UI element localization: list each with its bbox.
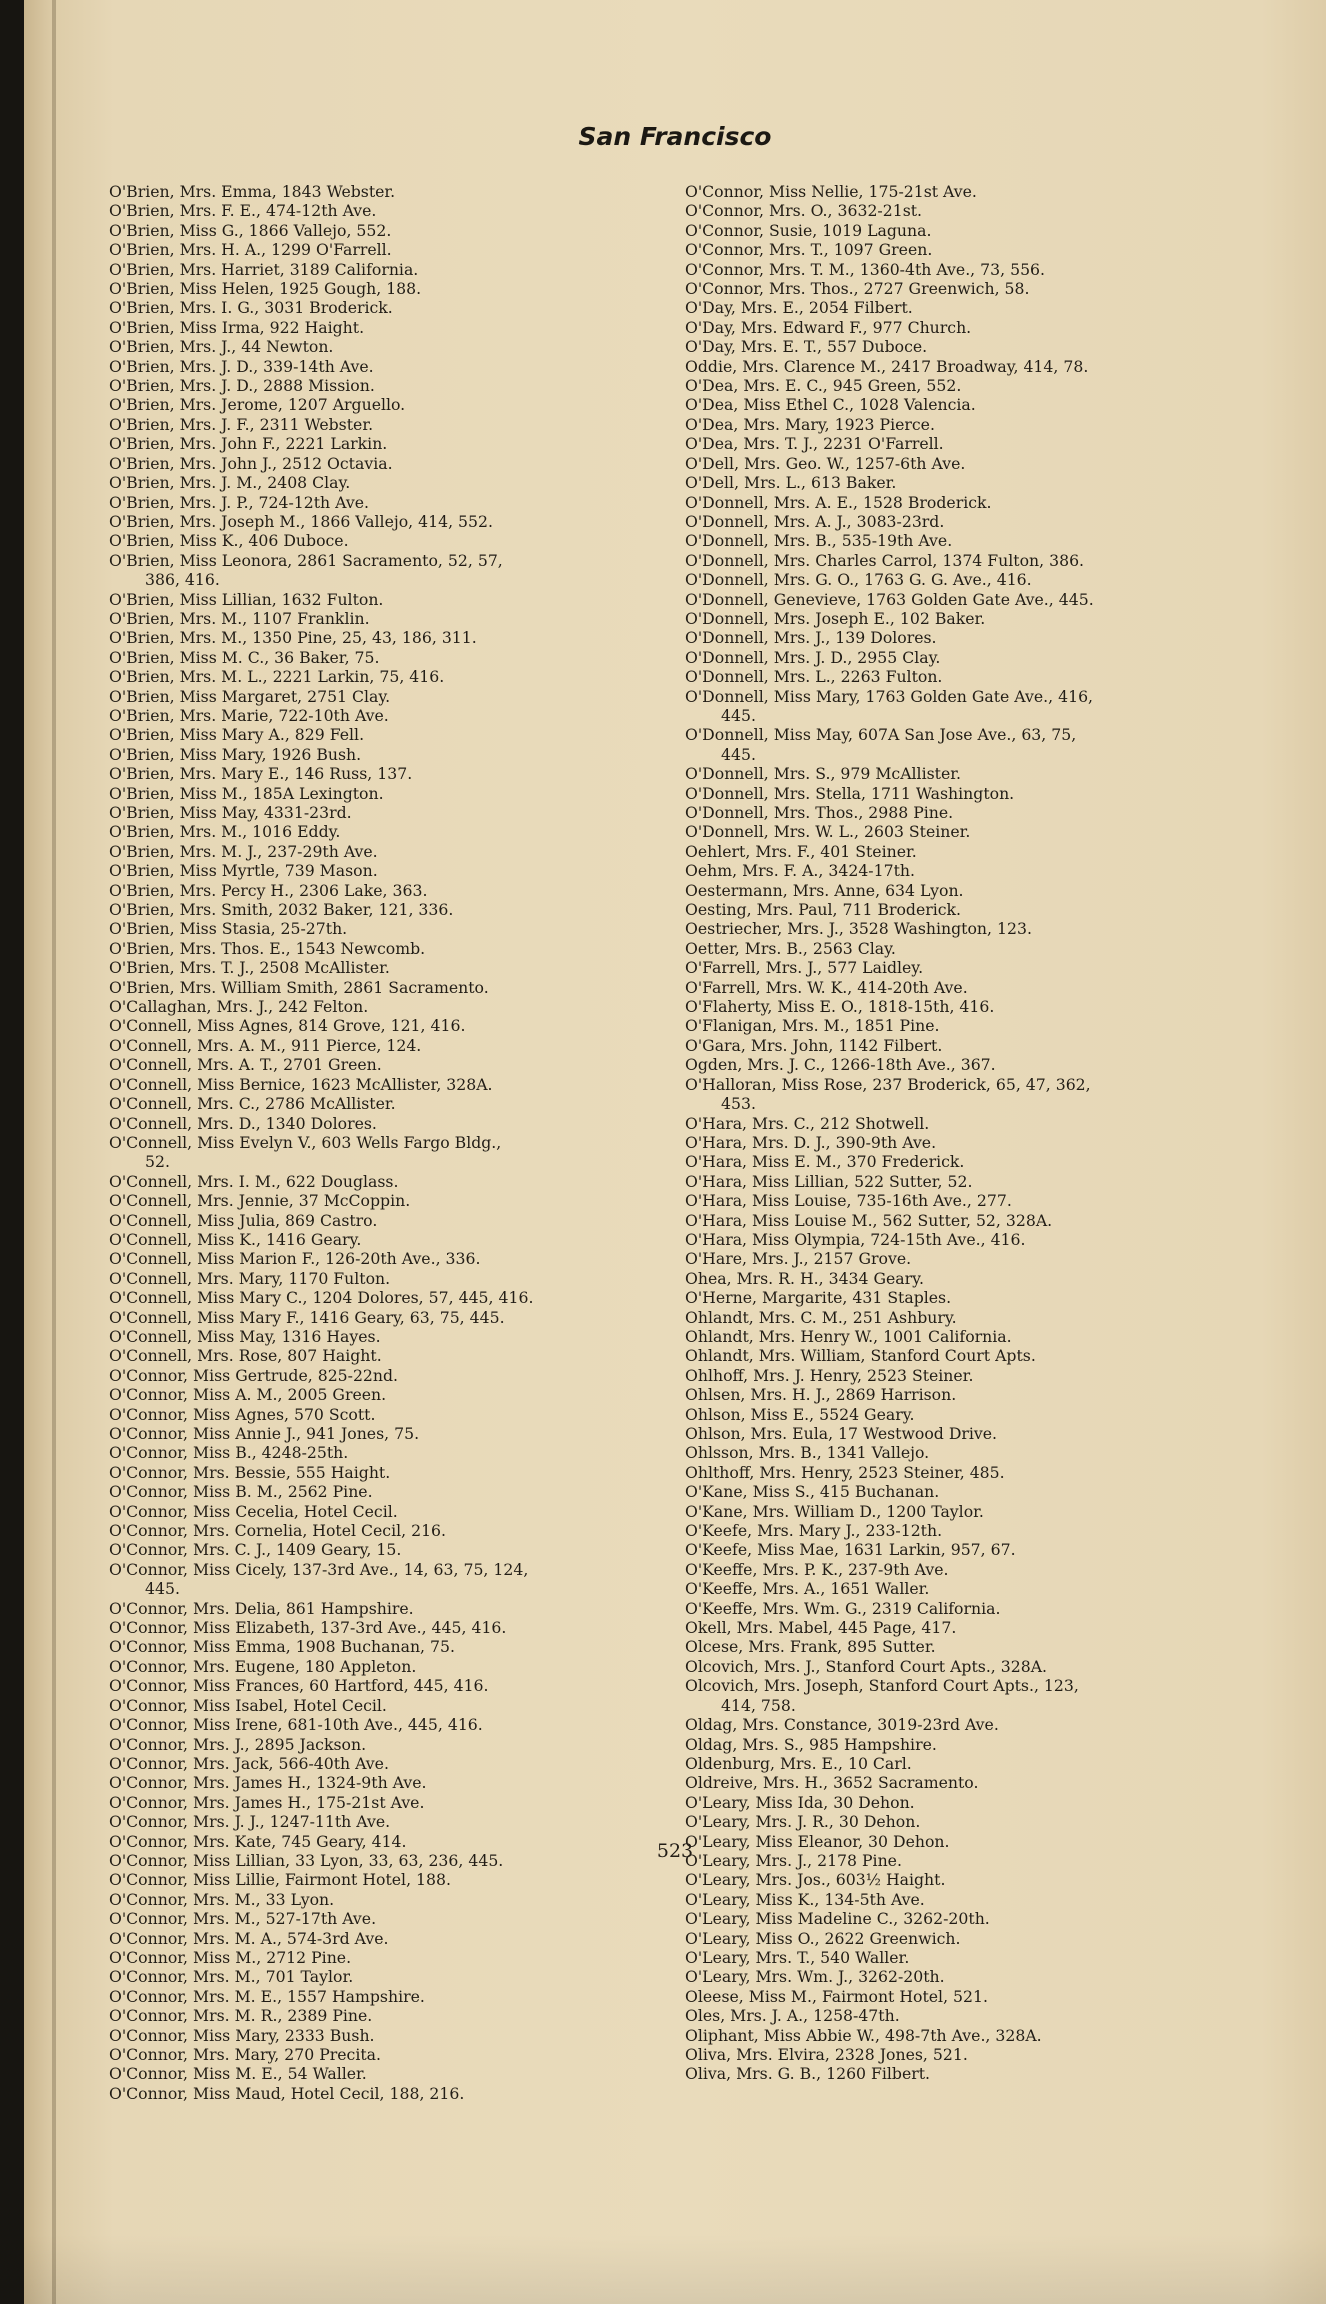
- directory-entry: O'Hara, Miss Olympia, 724-15th Ave., 416.: [685, 1229, 1026, 1249]
- directory-entry: O'Connor, Mrs. O., 3632-21st.: [685, 201, 923, 221]
- directory-entry: O'Connell, Mrs. D., 1340 Dolores.: [109, 1113, 377, 1133]
- directory-entry: O'Connor, Miss Cicely, 137-3rd Ave., 14, 63, 75, 124,: [109, 1559, 529, 1579]
- directory-entry: O'Brien, Mrs. M., 1107 Franklin.: [109, 608, 370, 628]
- directory-entry: Okell, Mrs. Mabel, 445 Page, 417.: [685, 1618, 957, 1638]
- directory-entry: Oestriecher, Mrs. J., 3528 Washington, 123.: [685, 919, 1032, 939]
- directory-entry: Olcovich, Mrs. Joseph, Stanford Court Apts., 123,: [685, 1676, 1079, 1696]
- directory-entry: O'Callaghan, Mrs. J., 242 Felton.: [109, 997, 369, 1017]
- directory-entry: Ohlson, Miss E., 5524 Geary.: [685, 1404, 915, 1424]
- directory-entry: O'Connor, Miss Emma, 1908 Buchanan, 75.: [109, 1637, 455, 1657]
- directory-entry: O'Dea, Miss Ethel C., 1028 Valencia.: [685, 395, 976, 415]
- directory-entry: O'Connor, Mrs. M. A., 574-3rd Ave.: [109, 1928, 389, 1948]
- directory-entry: O'Donnell, Mrs. W. L., 2603 Steiner.: [685, 822, 971, 842]
- directory-entry: O'Connor, Miss M. E., 54 Waller.: [109, 2064, 367, 2084]
- directory-entry: O'Leary, Miss O., 2622 Greenwich.: [685, 1928, 961, 1948]
- directory-entry: O'Day, Mrs. E. T., 557 Duboce.: [685, 337, 928, 357]
- directory-entry: O'Connell, Mrs. C., 2786 McAllister.: [109, 1094, 396, 1114]
- directory-entry: O'Donnell, Genevieve, 1763 Golden Gate Ave., 445.: [685, 589, 1094, 609]
- directory-entry: O'Keefe, Miss Mae, 1631 Larkin, 957, 67.: [685, 1540, 1016, 1560]
- directory-entry: O'Brien, Mrs. T. J., 2508 McAllister.: [109, 958, 390, 978]
- directory-entry: O'Donnell, Mrs. B., 535-19th Ave.: [685, 531, 953, 551]
- directory-entry: O'Connell, Mrs. A. M., 911 Pierce, 124.: [109, 1035, 422, 1055]
- directory-entry: O'Brien, Mrs. J., 44 Newton.: [109, 337, 334, 357]
- directory-entry: O'Connell, Miss Evelyn V., 603 Wells Fargo Bldg.,: [109, 1132, 502, 1152]
- directory-entry: O'Connell, Miss Mary F., 1416 Geary, 63, 75, 445.: [109, 1307, 505, 1327]
- directory-entry: O'Hara, Miss Louise, 735-16th Ave., 277.: [685, 1191, 1012, 1211]
- directory-entry: O'Flanigan, Mrs. M., 1851 Pine.: [685, 1016, 940, 1036]
- directory-entry: O'Donnell, Mrs. L., 2263 Fulton.: [685, 667, 943, 687]
- directory-entry: O'Connor, Mrs. J., 2895 Jackson.: [109, 1734, 367, 1754]
- directory-entry: Oestermann, Mrs. Anne, 634 Lyon.: [685, 880, 964, 900]
- directory-entry: O'Donnell, Mrs. Charles Carrol, 1374 Fulton, 386.: [685, 550, 1085, 570]
- directory-entry: O'Brien, Miss Mary, 1926 Bush.: [109, 744, 362, 764]
- directory-entry: O'Connor, Mrs. C. J., 1409 Geary, 15.: [109, 1540, 402, 1560]
- directory-entry: 386, 416.: [145, 570, 220, 590]
- directory-entry: O'Dea, Mrs. T. J., 2231 O'Farrell.: [685, 434, 944, 454]
- directory-entry: 445.: [721, 705, 756, 725]
- directory-entry: Oldenburg, Mrs. E., 10 Carl.: [685, 1753, 912, 1773]
- directory-entry: O'Brien, Mrs. Emma, 1843 Webster.: [109, 182, 396, 201]
- directory-entry: O'Connell, Miss Marion F., 126-20th Ave., 336.: [109, 1249, 481, 1269]
- directory-entry: O'Brien, Mrs. F. E., 474-12th Ave.: [109, 201, 377, 221]
- directory-page: [24, 0, 1326, 2304]
- directory-entry: O'Brien, Mrs. J. P., 724-12th Ave.: [109, 492, 369, 512]
- directory-entry: 414, 758.: [721, 1695, 796, 1715]
- directory-entry: O'Keefe, Mrs. Mary J., 233-12th.: [685, 1521, 943, 1541]
- directory-entry: Oetter, Mrs. B., 2563 Clay.: [685, 938, 896, 958]
- directory-entry: O'Hare, Mrs. J., 2157 Grove.: [685, 1249, 912, 1269]
- directory-entry: O'Connor, Mrs. M., 527-17th Ave.: [109, 1909, 377, 1929]
- directory-entry: Oles, Mrs. J. A., 1258-47th.: [685, 2006, 900, 2026]
- directory-entry: O'Brien, Mrs. Joseph M., 1866 Vallejo, 414, 552.: [109, 511, 493, 531]
- directory-entry: O'Dell, Mrs. Geo. W., 1257-6th Ave.: [685, 453, 966, 473]
- directory-entry: O'Brien, Mrs. M., 1350 Pine, 25, 43, 186, 311.: [109, 628, 477, 648]
- directory-entry: O'Donnell, Mrs. S., 979 McAllister.: [685, 764, 961, 784]
- directory-entry: O'Connor, Miss B. M., 2562 Pine.: [109, 1482, 373, 1502]
- directory-entry: O'Hara, Mrs. C., 212 Shotwell.: [685, 1113, 930, 1133]
- directory-entry: O'Brien, Mrs. Thos. E., 1543 Newcomb.: [109, 938, 426, 958]
- directory-entry: Oliphant, Miss Abbie W., 498-7th Ave., 328A.: [685, 2025, 1042, 2045]
- directory-entry: Oldag, Mrs. S., 985 Hampshire.: [685, 1734, 937, 1754]
- directory-entry: O'Connor, Miss Mary, 2333 Bush.: [109, 2025, 375, 2045]
- directory-entry: Ohea, Mrs. R. H., 3434 Geary.: [685, 1268, 924, 1288]
- directory-entry: Oliva, Mrs. Elvira, 2328 Jones, 521.: [685, 2045, 968, 2064]
- directory-entry: Oehlert, Mrs. F., 401 Steiner.: [685, 841, 917, 861]
- directory-entry: O'Connell, Miss K., 1416 Geary.: [109, 1229, 362, 1249]
- directory-entry: O'Hara, Mrs. D. J., 390-9th Ave.: [685, 1132, 937, 1152]
- directory-entry: O'Connor, Mrs. Mary, 270 Precita.: [109, 2045, 381, 2064]
- directory-entry: O'Dea, Mrs. Mary, 1923 Pierce.: [685, 414, 935, 434]
- directory-entry: O'Connor, Miss Maud, Hotel Cecil, 188, 216.: [109, 2083, 465, 2103]
- directory-entry: 445.: [721, 744, 756, 764]
- directory-entry: O'Herne, Margarite, 431 Staples.: [685, 1288, 952, 1308]
- directory-entry: O'Connor, Mrs. James H., 1324-9th Ave.: [109, 1773, 427, 1793]
- directory-entry: O'Connor, Mrs. Bessie, 555 Haight.: [109, 1462, 391, 1482]
- directory-entry: O'Connor, Miss Agnes, 570 Scott.: [109, 1404, 376, 1424]
- directory-entry: O'Donnell, Mrs. J., 139 Dolores.: [685, 628, 937, 648]
- directory-entry: O'Donnell, Mrs. A. J., 3083-23rd.: [685, 511, 945, 531]
- directory-entry: O'Brien, Mrs. Marie, 722-10th Ave.: [109, 705, 389, 725]
- directory-entry: O'Leary, Miss K., 134-5th Ave.: [685, 1889, 925, 1909]
- directory-entry: O'Connor, Mrs. Jack, 566-40th Ave.: [109, 1753, 389, 1773]
- directory-entry: O'Brien, Mrs. I. G., 3031 Broderick.: [109, 298, 393, 318]
- directory-entry: O'Halloran, Miss Rose, 237 Broderick, 65, 47, 362,: [685, 1074, 1091, 1094]
- directory-entry: O'Gara, Mrs. John, 1142 Filbert.: [685, 1035, 943, 1055]
- directory-entry: O'Brien, Mrs. J. F., 2311 Webster.: [109, 414, 374, 434]
- directory-entry: O'Connor, Mrs. J. J., 1247-11th Ave.: [109, 1812, 391, 1832]
- directory-entry: O'Hara, Miss Lillian, 522 Sutter, 52.: [685, 1171, 973, 1191]
- directory-entry: O'Leary, Mrs. T., 540 Waller.: [685, 1947, 910, 1967]
- directory-entry: O'Connell, Miss Mary C., 1204 Dolores, 57, 445, 416.: [109, 1288, 534, 1308]
- directory-entry: O'Leary, Miss Eleanor, 30 Dehon.: [685, 1831, 950, 1851]
- directory-entry: O'Connor, Mrs. Eugene, 180 Appleton.: [109, 1656, 417, 1676]
- directory-entry: O'Connor, Susie, 1019 Laguna.: [685, 220, 932, 240]
- directory-entry: O'Connor, Miss M., 2712 Pine.: [109, 1947, 352, 1967]
- directory-entry: O'Kane, Miss S., 415 Buchanan.: [685, 1482, 940, 1502]
- directory-entry: 52.: [145, 1152, 170, 1172]
- directory-entry: O'Connell, Miss May, 1316 Hayes.: [109, 1326, 381, 1346]
- directory-entry: 453.: [721, 1094, 756, 1114]
- page-gutter: [52, 0, 56, 2304]
- directory-entry: O'Donnell, Mrs. Joseph E., 102 Baker.: [685, 608, 986, 628]
- directory-entry: O'Brien, Miss M. C., 36 Baker, 75.: [109, 647, 380, 667]
- directory-entry: Oldreive, Mrs. H., 3652 Sacramento.: [685, 1773, 979, 1793]
- directory-entry: O'Hara, Miss Louise M., 562 Sutter, 52, 328A.: [685, 1210, 1053, 1230]
- page-number: 523: [656, 1840, 694, 1862]
- directory-entry: O'Connor, Mrs. T., 1097 Green.: [685, 240, 933, 260]
- directory-entry: O'Brien, Mrs. M. J., 237-29th Ave.: [109, 841, 378, 861]
- directory-entry: O'Connell, Mrs. Rose, 807 Haight.: [109, 1346, 382, 1366]
- directory-entry: O'Donnell, Mrs. Stella, 1711 Washington.: [685, 783, 1015, 803]
- directory-entry: O'Connor, Miss Frances, 60 Hartford, 445, 416.: [109, 1676, 489, 1696]
- directory-entry: O'Brien, Miss Myrtle, 739 Mason.: [109, 861, 378, 881]
- directory-entry: O'Leary, Miss Ida, 30 Dehon.: [685, 1792, 915, 1812]
- directory-entry: O'Connell, Mrs. Mary, 1170 Fulton.: [109, 1268, 391, 1288]
- directory-entry: O'Brien, Mrs. Mary E., 146 Russ, 137.: [109, 764, 413, 784]
- directory-entry: O'Connell, Miss Agnes, 814 Grove, 121, 416.: [109, 1016, 466, 1036]
- directory-entry: O'Dea, Mrs. E. C., 945 Green, 552.: [685, 376, 962, 396]
- directory-entry: O'Brien, Mrs. J. M., 2408 Clay.: [109, 473, 351, 493]
- directory-entry: Ohlsen, Mrs. H. J., 2869 Harrison.: [685, 1385, 957, 1405]
- directory-entry: O'Connor, Miss Isabel, Hotel Cecil.: [109, 1695, 387, 1715]
- directory-entry: O'Donnell, Mrs. G. O., 1763 G. G. Ave., 416.: [685, 570, 1032, 590]
- directory-entry: O'Brien, Miss Helen, 1925 Gough, 188.: [109, 279, 422, 299]
- directory-entry: O'Connor, Miss Gertrude, 825-22nd.: [109, 1365, 399, 1385]
- directory-entry: O'Brien, Miss Irma, 922 Haight.: [109, 317, 365, 337]
- directory-entry: O'Leary, Mrs. J., 2178 Pine.: [685, 1850, 902, 1870]
- directory-entry: O'Connor, Mrs. Cornelia, Hotel Cecil, 216.: [109, 1521, 447, 1541]
- directory-entry: 445.: [145, 1579, 180, 1599]
- directory-entry: O'Connor, Miss Annie J., 941 Jones, 75.: [109, 1424, 420, 1443]
- directory-entry: O'Keeffe, Mrs. P. K., 237-9th Ave.: [685, 1559, 949, 1579]
- directory-entry: O'Connor, Mrs. M., 701 Taylor.: [109, 1967, 354, 1987]
- directory-entry: Ogden, Mrs. J. C., 1266-18th Ave., 367.: [685, 1055, 996, 1075]
- directory-entry: O'Connell, Miss Julia, 869 Castro.: [109, 1210, 378, 1230]
- directory-entry: O'Connor, Mrs. M. E., 1557 Hampshire.: [109, 1986, 425, 2006]
- directory-entry: O'Connor, Miss A. M., 2005 Green.: [109, 1385, 387, 1405]
- directory-entry: O'Donnell, Mrs. Thos., 2988 Pine.: [685, 803, 954, 822]
- directory-entry: O'Farrell, Mrs. J., 577 Laidley.: [685, 958, 924, 978]
- directory-entry: O'Brien, Mrs. William Smith, 2861 Sacramento.: [109, 977, 489, 997]
- directory-entry: O'Brien, Miss May, 4331-23rd.: [109, 803, 352, 822]
- directory-entry: O'Kane, Mrs. William D., 1200 Taylor.: [685, 1501, 984, 1521]
- directory-entry: O'Donnell, Miss May, 607A San Jose Ave., 63, 75,: [685, 725, 1077, 745]
- directory-entry: O'Brien, Mrs. John F., 2221 Larkin.: [109, 434, 388, 454]
- directory-entry: O'Connor, Mrs. T. M., 1360-4th Ave., 73, 556.: [685, 259, 1046, 279]
- directory-entry: O'Keeffe, Mrs. Wm. G., 2319 California.: [685, 1598, 1001, 1618]
- directory-entry: O'Hara, Miss E. M., 370 Frederick.: [685, 1152, 965, 1172]
- directory-entry: Olcovich, Mrs. J., Stanford Court Apts., 328A.: [685, 1656, 1048, 1676]
- directory-entry: O'Brien, Mrs. J. D., 339-14th Ave.: [109, 356, 374, 376]
- directory-entry: O'Connell, Miss Bernice, 1623 McAllister, 328A.: [109, 1074, 493, 1094]
- directory-entry: O'Brien, Miss Stasia, 25-27th.: [109, 919, 348, 939]
- directory-entry: O'Leary, Miss Madeline C., 3262-20th.: [685, 1909, 990, 1929]
- directory-entry: O'Keeffe, Mrs. A., 1651 Waller.: [685, 1579, 930, 1599]
- directory-entry: O'Brien, Mrs. M., 1016 Eddy.: [109, 822, 341, 842]
- directory-entry: O'Connor, Miss Lillian, 33 Lyon, 33, 63, 236, 445.: [109, 1850, 504, 1870]
- directory-entry: Oesting, Mrs. Paul, 711 Broderick.: [685, 900, 962, 920]
- directory-entry: Ohlthoff, Mrs. Henry, 2523 Steiner, 485.: [685, 1462, 1005, 1482]
- directory-entry: Oldag, Mrs. Constance, 3019-23rd Ave.: [685, 1715, 999, 1735]
- directory-entry: O'Connell, Mrs. A. T., 2701 Green.: [109, 1055, 382, 1075]
- directory-entry: O'Brien, Miss Leonora, 2861 Sacramento, 52, 57,: [109, 550, 503, 570]
- directory-entry: Ohlandt, Mrs. Henry W., 1001 California.: [685, 1326, 1012, 1346]
- directory-entry: O'Leary, Mrs. Wm. J., 3262-20th.: [685, 1967, 945, 1987]
- directory-entry: O'Leary, Mrs. Jos., 603½ Haight.: [685, 1870, 946, 1890]
- directory-entry: O'Connor, Mrs. Kate, 745 Geary, 414.: [109, 1831, 407, 1851]
- directory-entry: O'Brien, Miss Mary A., 829 Fell.: [109, 725, 365, 745]
- directory-entry: O'Connor, Miss Elizabeth, 137-3rd Ave., 445, 416.: [109, 1618, 507, 1638]
- directory-entry: O'Connor, Mrs. James H., 175-21st Ave.: [109, 1792, 425, 1812]
- directory-entry: Ohlandt, Mrs. William, Stanford Court Apts.: [685, 1346, 1036, 1366]
- directory-entry: O'Connor, Miss Lillie, Fairmont Hotel, 188.: [109, 1870, 451, 1890]
- directory-entry: Ohlandt, Mrs. C. M., 251 Ashbury.: [685, 1307, 957, 1327]
- directory-entry: O'Brien, Mrs. H. A., 1299 O'Farrell.: [109, 240, 392, 260]
- directory-entry: O'Donnell, Mrs. A. E., 1528 Broderick.: [685, 492, 992, 512]
- directory-entry: O'Leary, Mrs. J. R., 30 Dehon.: [685, 1812, 921, 1832]
- directory-entry: Oliva, Mrs. G. B., 1260 Filbert.: [685, 2064, 931, 2084]
- directory-entry: O'Connor, Miss Nellie, 175-21st Ave.: [685, 182, 977, 201]
- directory-entry: Ohlsson, Mrs. B., 1341 Vallejo.: [685, 1443, 930, 1463]
- directory-entry: O'Donnell, Mrs. J. D., 2955 Clay.: [685, 647, 941, 667]
- directory-entry: O'Brien, Miss Lillian, 1632 Fulton.: [109, 589, 384, 609]
- directory-entry: O'Dell, Mrs. L., 613 Baker.: [685, 473, 897, 493]
- directory-entry: O'Connell, Mrs. I. M., 622 Douglass.: [109, 1171, 399, 1191]
- directory-entry: Oddie, Mrs. Clarence M., 2417 Broadway, 414, 78.: [685, 356, 1089, 376]
- directory-entry: O'Brien, Miss G., 1866 Vallejo, 552.: [109, 220, 392, 240]
- directory-entry: O'Brien, Mrs. Harriet, 3189 California.: [109, 259, 419, 279]
- directory-entry: Olcese, Mrs. Frank, 895 Sutter.: [685, 1637, 936, 1657]
- directory-entry: O'Brien, Miss K., 406 Duboce.: [109, 531, 349, 551]
- page-shadow: [24, 2234, 1326, 2304]
- directory-entry: Oleese, Miss M., Fairmont Hotel, 521.: [685, 1986, 988, 2006]
- directory-entry: O'Brien, Mrs. Percy H., 2306 Lake, 363.: [109, 880, 428, 900]
- left-column: [109, 182, 664, 2103]
- directory-entry: O'Brien, Mrs. Jerome, 1207 Arguello.: [109, 395, 406, 415]
- directory-entry: O'Brien, Mrs. M. L., 2221 Larkin, 75, 416.: [109, 667, 445, 687]
- directory-entry: O'Brien, Mrs. John J., 2512 Octavia.: [109, 453, 393, 473]
- directory-entry: O'Farrell, Mrs. W. K., 414-20th Ave.: [685, 977, 968, 997]
- directory-entry: O'Connor, Miss Cecelia, Hotel Cecil.: [109, 1501, 398, 1521]
- directory-entry: O'Connor, Mrs. M., 33 Lyon.: [109, 1889, 335, 1909]
- directory-entry: O'Connell, Mrs. Jennie, 37 McCoppin.: [109, 1191, 411, 1211]
- directory-entry: O'Donnell, Miss Mary, 1763 Golden Gate Ave., 416,: [685, 686, 1094, 706]
- directory-entry: O'Connor, Mrs. Delia, 861 Hampshire.: [109, 1598, 414, 1618]
- directory-entry: O'Connor, Miss Irene, 681-10th Ave., 445, 416.: [109, 1715, 483, 1735]
- directory-entry: O'Connor, Mrs. M. R., 2389 Pine.: [109, 2006, 373, 2026]
- directory-entry: O'Day, Mrs. E., 2054 Filbert.: [685, 298, 913, 318]
- directory-entry: Ohlson, Mrs. Eula, 17 Westwood Drive.: [685, 1424, 998, 1443]
- directory-entry: O'Flaherty, Miss E. O., 1818-15th, 416.: [685, 997, 995, 1017]
- directory-entry: Oehm, Mrs. F. A., 3424-17th.: [685, 861, 915, 881]
- directory-entry: O'Brien, Miss M., 185A Lexington.: [109, 783, 384, 803]
- directory-entry: Ohlhoff, Mrs. J. Henry, 2523 Steiner.: [685, 1365, 974, 1385]
- directory-entry: O'Connor, Miss B., 4248-25th.: [109, 1443, 349, 1463]
- directory-entry: O'Day, Mrs. Edward F., 977 Church.: [685, 317, 972, 337]
- directory-entry: O'Brien, Miss Margaret, 2751 Clay.: [109, 686, 391, 706]
- page-title: San Francisco: [578, 122, 772, 151]
- right-column: [685, 182, 1240, 2084]
- directory-entry: O'Connor, Mrs. Thos., 2727 Greenwich, 58.: [685, 279, 1030, 299]
- directory-entry: O'Brien, Mrs. Smith, 2032 Baker, 121, 336.: [109, 900, 454, 920]
- directory-entry: O'Brien, Mrs. J. D., 2888 Mission.: [109, 376, 375, 396]
